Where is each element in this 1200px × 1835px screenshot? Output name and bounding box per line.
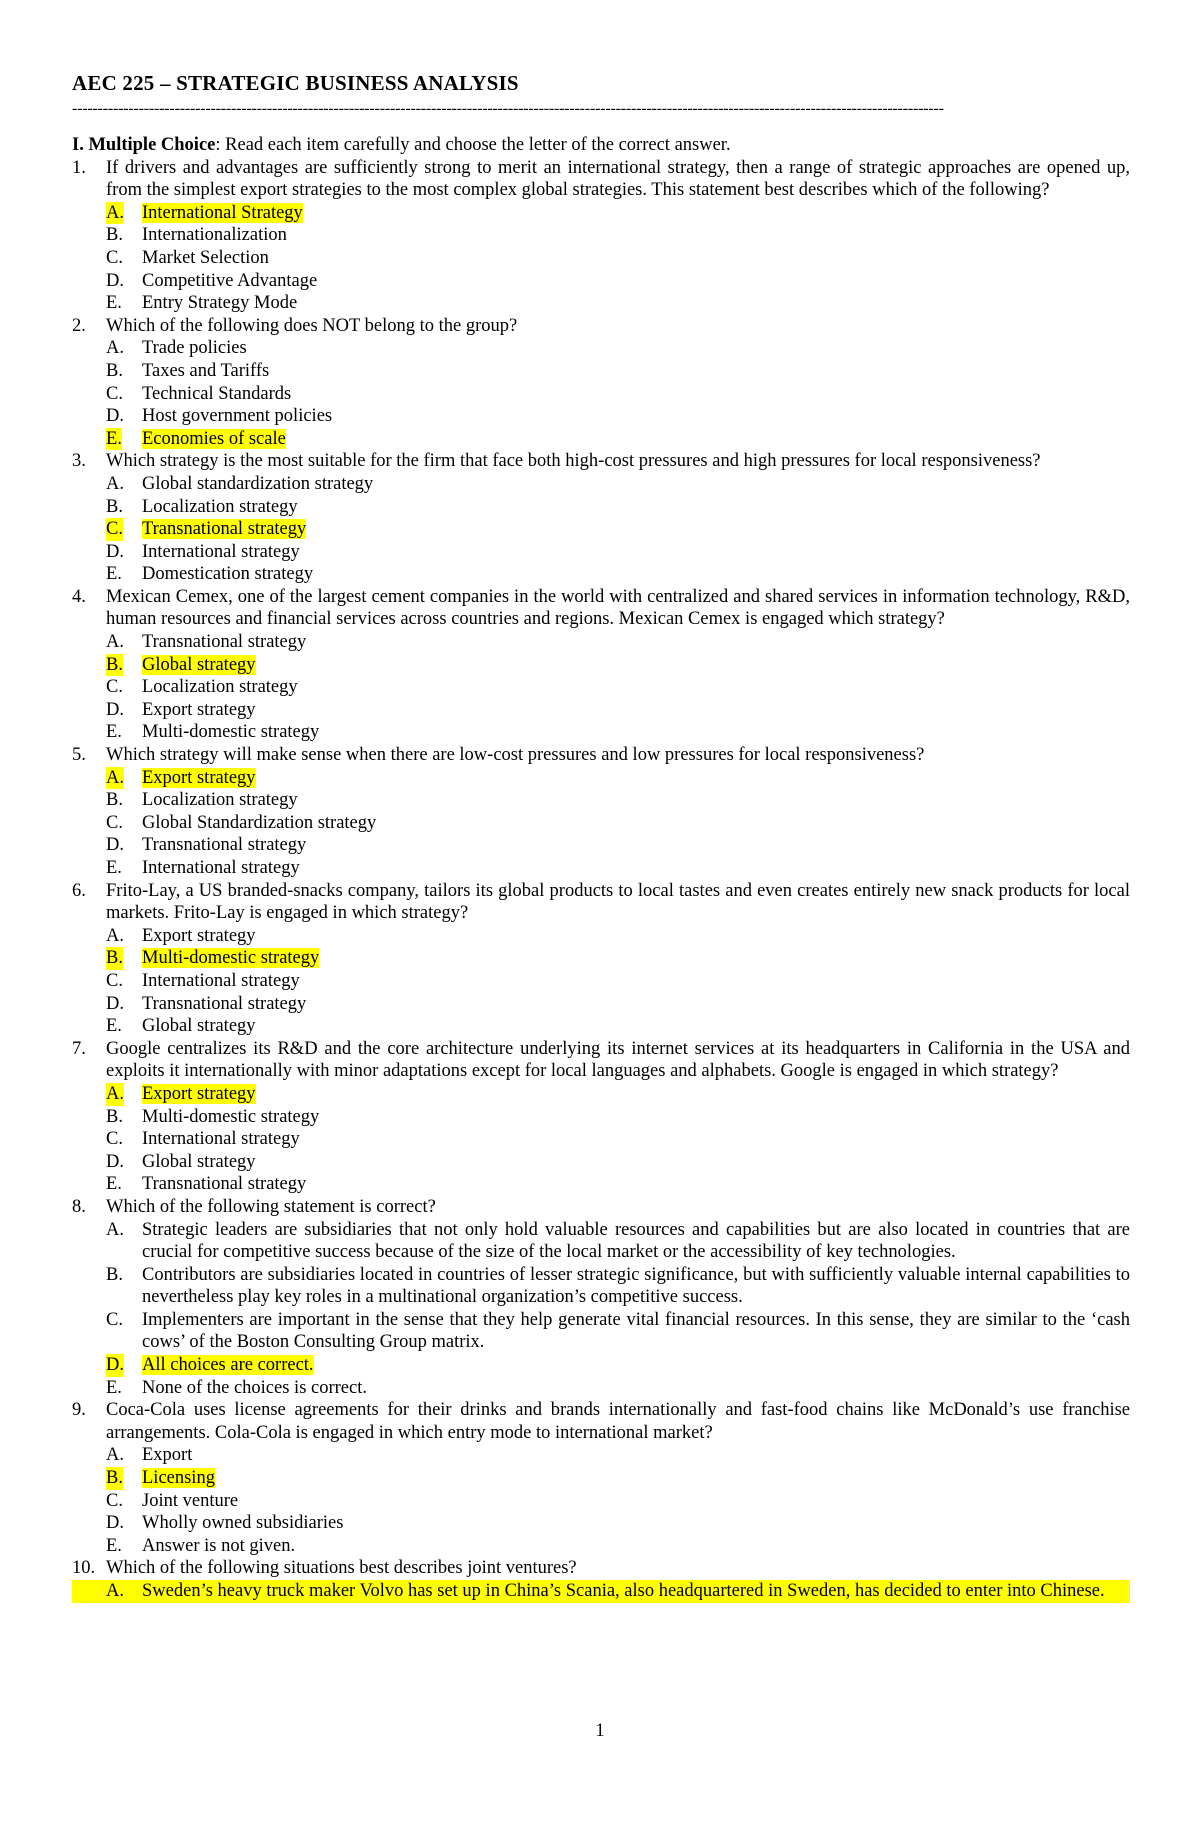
option-text: Domestication strategy bbox=[142, 564, 314, 585]
question-item bbox=[72, 315, 1130, 338]
answer-option bbox=[72, 1128, 1130, 1151]
answer-option bbox=[72, 925, 1130, 948]
question-number: 3. bbox=[72, 451, 86, 472]
answer-option-highlighted bbox=[72, 1083, 1130, 1106]
option-letter: A. bbox=[106, 473, 124, 494]
document-body bbox=[72, 70, 1130, 1603]
section-heading bbox=[72, 134, 1130, 157]
option-letter: B. bbox=[106, 654, 123, 675]
option-letter: A. bbox=[106, 632, 124, 653]
option-text: Implementers are important in the sense that they help generate vital financial resources. In this sense, they are similar to the ‘cash cows’ of the Boston Consulting Group matrix. bbox=[142, 1309, 1130, 1353]
question-text: Which of the following does NOT belong to the group? bbox=[106, 315, 518, 336]
option-text: Export strategy bbox=[142, 1083, 256, 1104]
option-letter: B. bbox=[106, 496, 123, 517]
question-text: Coca-Cola uses license agreements for their drinks and brands internationally and fast-food chains like McDonald’s use franchise arrangements. Cola-Cola is engaged in which entry mode to international market? bbox=[106, 1400, 1130, 1443]
option-letter: B. bbox=[106, 948, 123, 969]
answer-option bbox=[72, 292, 1130, 315]
answer-option bbox=[72, 631, 1130, 654]
question-text: Which of the following statement is correct? bbox=[106, 1196, 436, 1217]
option-text: Sweden’s heavy truck maker Volvo has set up in China’s Scania, also headquartered in Sweden, has decided to enter into Chinese. bbox=[142, 1581, 1105, 1601]
question-text: Frito-Lay, a US branded-snacks company, tailors its global products to local tastes and even creates entirely new snack products for local markets. Frito-Lay is engaged in which strategy? bbox=[106, 880, 1130, 924]
option-text: Taxes and Tariffs bbox=[142, 360, 270, 381]
option-letter: C. bbox=[106, 1490, 123, 1511]
option-text: Export strategy bbox=[142, 699, 256, 720]
answer-option bbox=[72, 1377, 1130, 1400]
option-letter: D. bbox=[106, 835, 124, 856]
question-text: Which strategy will make sense when there are low-cost pressures and low pressures for local responsiveness? bbox=[106, 745, 925, 766]
option-text: Export bbox=[142, 1445, 193, 1466]
option-letter: A. bbox=[106, 202, 124, 223]
answer-option bbox=[72, 1219, 1130, 1264]
option-text: Joint venture bbox=[142, 1490, 239, 1511]
answer-option bbox=[72, 383, 1130, 406]
option-text: International strategy bbox=[142, 1129, 300, 1150]
option-letter: E. bbox=[106, 722, 122, 743]
answer-option bbox=[72, 834, 1130, 857]
option-letter: A. bbox=[106, 1581, 124, 1601]
option-letter: B. bbox=[106, 790, 123, 811]
option-letter: A. bbox=[106, 1219, 124, 1240]
answer-option bbox=[72, 993, 1130, 1016]
answer-option-highlighted bbox=[72, 1354, 1130, 1377]
option-letter: D. bbox=[106, 1355, 124, 1376]
option-letter: C. bbox=[106, 970, 123, 991]
question-number: 8. bbox=[72, 1196, 86, 1217]
question-number: 4. bbox=[72, 586, 86, 607]
option-letter: D. bbox=[106, 699, 124, 720]
option-text: Multi-domestic strategy bbox=[142, 1106, 320, 1127]
answer-option bbox=[72, 405, 1130, 428]
option-text: Multi-domestic strategy bbox=[142, 948, 320, 969]
option-letter: D. bbox=[106, 1513, 124, 1534]
option-letter: E. bbox=[106, 1535, 122, 1556]
option-text: Localization strategy bbox=[142, 496, 298, 517]
option-letter: A. bbox=[106, 338, 124, 359]
option-letter: C. bbox=[106, 677, 123, 698]
question-text: Which of the following situations best describes joint ventures? bbox=[106, 1558, 577, 1579]
question-item bbox=[72, 1038, 1130, 1083]
answer-option bbox=[72, 247, 1130, 270]
answer-option bbox=[72, 699, 1130, 722]
answer-option bbox=[72, 1490, 1130, 1513]
question-number: 10. bbox=[72, 1558, 96, 1579]
option-letter: E. bbox=[106, 858, 122, 878]
answer-option bbox=[72, 1535, 1130, 1558]
option-letter: B. bbox=[106, 225, 123, 246]
section-label: I. Multiple Choice bbox=[72, 135, 216, 155]
answer-option bbox=[72, 812, 1130, 835]
option-letter: D. bbox=[106, 1151, 124, 1172]
option-letter: E. bbox=[106, 1174, 122, 1195]
answer-option bbox=[72, 1309, 1130, 1354]
option-text: Licensing bbox=[142, 1468, 215, 1489]
option-text: Competitive Advantage bbox=[142, 270, 318, 291]
option-text: Entry Strategy Mode bbox=[142, 293, 298, 314]
page-number: 1 bbox=[595, 1721, 605, 1741]
option-letter: E. bbox=[106, 564, 122, 585]
option-text: None of the choices is correct. bbox=[142, 1377, 367, 1398]
question-number: 2. bbox=[72, 315, 86, 336]
option-text: Technical Standards bbox=[142, 383, 292, 404]
option-letter: D. bbox=[106, 406, 124, 427]
option-letter: A. bbox=[106, 925, 124, 946]
option-letter: B. bbox=[106, 1264, 123, 1285]
option-letter: D. bbox=[106, 270, 124, 291]
answer-option bbox=[72, 473, 1130, 496]
answer-option bbox=[72, 721, 1130, 744]
answer-option-highlighted bbox=[72, 1580, 1130, 1603]
option-letter: E. bbox=[106, 293, 122, 314]
question-number: 9. bbox=[72, 1400, 86, 1421]
answer-option-highlighted bbox=[72, 518, 1130, 541]
option-text: Transnational strategy bbox=[142, 993, 307, 1014]
option-letter: B. bbox=[106, 1106, 123, 1127]
question-item bbox=[72, 1557, 1130, 1580]
question-item bbox=[72, 586, 1130, 631]
question-item bbox=[72, 1196, 1130, 1219]
option-letter: E. bbox=[106, 1016, 122, 1037]
question-list bbox=[72, 157, 1130, 1603]
answer-option bbox=[72, 676, 1130, 699]
section-instructions: : Read each item carefully and choose the letter of the correct answer. bbox=[215, 135, 731, 155]
answer-option-highlighted bbox=[72, 767, 1130, 790]
option-letter: A. bbox=[106, 767, 124, 788]
answer-option bbox=[72, 1015, 1130, 1038]
option-text: Transnational strategy bbox=[142, 1174, 307, 1195]
answer-option bbox=[72, 360, 1130, 383]
answer-option bbox=[72, 857, 1130, 880]
option-letter: E. bbox=[106, 428, 122, 449]
answer-option bbox=[72, 970, 1130, 993]
question-text: Which strategy is the most suitable for the firm that face both high-cost pressures and high pressures for local responsiveness? bbox=[106, 451, 1041, 472]
option-text: Answer is not given. bbox=[142, 1535, 296, 1556]
option-text: Global Standardization strategy bbox=[142, 812, 377, 833]
option-text: Market Selection bbox=[142, 247, 269, 268]
option-letter: C. bbox=[106, 519, 123, 540]
answer-option-highlighted bbox=[72, 202, 1130, 225]
option-text: Internationalization bbox=[142, 225, 287, 246]
document-title: AEC 225 – STRATEGIC BUSINESS ANALYSIS bbox=[72, 71, 519, 95]
option-letter: C. bbox=[106, 812, 123, 833]
answer-option-highlighted bbox=[72, 1467, 1130, 1490]
option-text: Economies of scale bbox=[142, 428, 286, 449]
option-text: Global strategy bbox=[142, 654, 256, 675]
option-letter: B. bbox=[106, 1468, 123, 1489]
answer-option bbox=[72, 224, 1130, 247]
option-letter: C. bbox=[106, 1309, 123, 1330]
answer-option-highlighted bbox=[72, 947, 1130, 970]
option-text: Global strategy bbox=[142, 1151, 256, 1172]
answer-option-highlighted bbox=[72, 654, 1130, 677]
option-text: Trade policies bbox=[142, 338, 247, 359]
option-text: Global standardization strategy bbox=[142, 473, 374, 494]
question-item bbox=[72, 880, 1130, 925]
option-letter: A. bbox=[106, 1083, 124, 1104]
question-number: 5. bbox=[72, 745, 86, 766]
answer-option bbox=[72, 337, 1130, 360]
answer-option bbox=[72, 1512, 1130, 1535]
question-number: 1. bbox=[72, 157, 86, 178]
option-letter: C. bbox=[106, 247, 123, 268]
title-divider: -------------------------------------------------------------------------------------------------------------------------------------------------------------------------- bbox=[72, 100, 944, 117]
question-item bbox=[72, 744, 1130, 767]
answer-option bbox=[72, 563, 1130, 586]
answer-option bbox=[72, 1264, 1130, 1309]
option-text: Contributors are subsidiaries located in countries of lesser strategic significance, but with sufficiently valuable internal capabilities to nevertheless play key roles in a multinational organization’s competitive success. bbox=[142, 1264, 1130, 1308]
question-text: If drivers and advantages are sufficiently strong to merit an international strategy, then a range of strategic approaches are opened up, from the simplest export strategies to the most complex global strategies. This statement best describes which of the following? bbox=[106, 157, 1130, 201]
option-letter: D. bbox=[106, 541, 124, 562]
option-text: All choices are correct. bbox=[142, 1355, 314, 1376]
option-letter: B. bbox=[106, 360, 123, 381]
option-text: Host government policies bbox=[142, 406, 333, 427]
option-letter: A. bbox=[106, 1445, 124, 1466]
option-text: Wholly owned subsidiaries bbox=[142, 1513, 344, 1534]
option-text: Export strategy bbox=[142, 925, 256, 946]
option-text: Strategic leaders are subsidiaries that not only hold valuable resources and capabilities but are also located in countries that are crucial for competitive success because of the size of the local market or the accessibility of key technologies. bbox=[142, 1219, 1130, 1263]
answer-option bbox=[72, 496, 1130, 519]
option-letter: E. bbox=[106, 1377, 122, 1398]
question-text: Mexican Cemex, one of the largest cement companies in the world with centralized and shared services in information technology, R&D, human resources and financial services across countries and regions. Mexican Cemex is engaged which strategy? bbox=[106, 586, 1130, 630]
answer-option bbox=[72, 270, 1130, 293]
option-text: Transnational strategy bbox=[142, 835, 307, 856]
answer-option bbox=[72, 541, 1130, 564]
option-text: International Strategy bbox=[142, 202, 303, 223]
option-text: Transnational strategy bbox=[142, 519, 307, 540]
answer-option bbox=[72, 1444, 1130, 1467]
answer-option bbox=[72, 789, 1130, 812]
option-text: Localization strategy bbox=[142, 677, 298, 698]
option-letter: C. bbox=[106, 383, 123, 404]
option-text: International strategy bbox=[142, 858, 300, 878]
option-text: Transnational strategy bbox=[142, 632, 307, 653]
answer-option bbox=[72, 1106, 1130, 1129]
option-text: Export strategy bbox=[142, 767, 256, 788]
option-text: Global strategy bbox=[142, 1016, 256, 1037]
option-text: International strategy bbox=[142, 970, 300, 991]
question-number: 6. bbox=[72, 880, 86, 901]
question-number: 7. bbox=[72, 1038, 86, 1059]
option-text: International strategy bbox=[142, 541, 300, 562]
answer-option bbox=[72, 1151, 1130, 1174]
question-item bbox=[72, 1399, 1130, 1444]
option-letter: C. bbox=[106, 1129, 123, 1150]
question-item bbox=[72, 157, 1130, 202]
question-text: Google centralizes its R&D and the core architecture underlying its internet services at its headquarters in California in the USA and exploits it internationally with minor adaptations except for local languages and alphabets. Google is engaged in which strategy? bbox=[106, 1038, 1130, 1082]
answer-option bbox=[72, 1173, 1130, 1196]
option-text: Localization strategy bbox=[142, 790, 298, 811]
option-text: Multi-domestic strategy bbox=[142, 722, 320, 743]
question-item bbox=[72, 450, 1130, 473]
answer-option-highlighted bbox=[72, 428, 1130, 451]
option-letter: D. bbox=[106, 993, 124, 1014]
